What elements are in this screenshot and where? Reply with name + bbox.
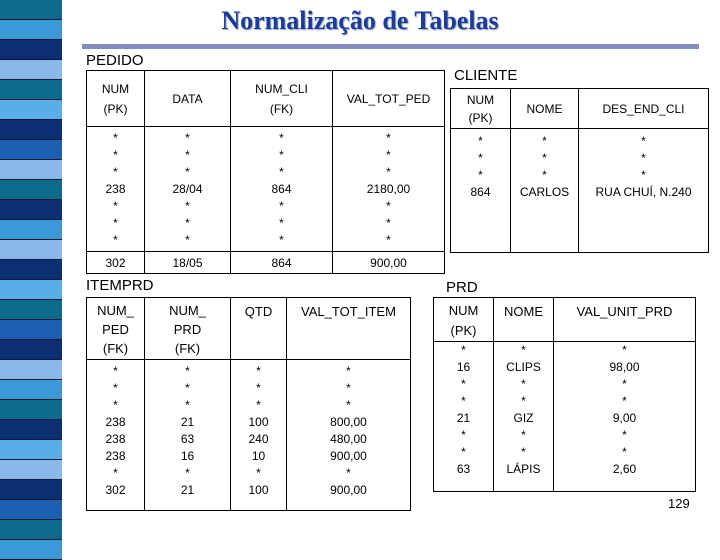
prd-col-val-unit-prd: * 98,00 * * 9,00 * * 2,60: [554, 342, 696, 492]
decorative-stripe: [0, 0, 62, 540]
stripe-segment: [0, 180, 62, 200]
itemprd-header-val-tot-item: VAL_TOT_ITEM: [287, 298, 411, 360]
cliente-col-des-end-cli: * * * RUA CHUÍ, N.240: [579, 129, 709, 253]
stripe-segment: [0, 440, 62, 460]
pedido-col-data: * * * 28/04 * * *: [145, 127, 231, 252]
pedido-last-num: 302: [87, 252, 145, 274]
stripe-segment: [0, 380, 62, 400]
prd-col-num: * 16 * * 21 * * 63: [434, 342, 494, 492]
pedido-col-num: * * * 238 * * *: [87, 127, 145, 252]
page-number: 129: [668, 496, 690, 511]
pedido-header-val-tot-ped: VAL_TOT_PED: [333, 71, 445, 127]
prd-header-num: NUM (PK): [434, 298, 494, 342]
cliente-table: [450, 88, 709, 253]
stripe-segment: [0, 220, 62, 240]
itemprd-table: [86, 297, 411, 511]
itemprd-col-num-ped: * * * 238 238 238 * 302: [87, 360, 145, 511]
stripe-segment: [0, 320, 62, 340]
prd-label: PRD: [446, 279, 478, 296]
prd-header-nome: NOME: [494, 298, 554, 342]
itemprd-header-num-ped: NUM_ PED (FK): [87, 298, 145, 360]
title-underline: [82, 44, 699, 49]
page-title: Normalização de Tabelas: [221, 6, 499, 35]
itemprd-header-qtd: QTD: [231, 298, 287, 360]
stripe-segment: [0, 200, 62, 220]
stripe-segment: [0, 340, 62, 360]
prd-header-val-unit-prd: VAL_UNIT_PRD: [554, 298, 696, 342]
itemprd-label: ITEMPRD: [86, 277, 154, 294]
stripe-segment: [0, 420, 62, 440]
pedido-last-num-cli: 864: [231, 252, 333, 274]
pedido-header-num-cli: NUM_CLI (FK): [231, 71, 333, 127]
stripe-segment: [0, 100, 62, 120]
stripe-segment: [0, 300, 62, 320]
cliente-header-nome: NOME: [511, 89, 579, 129]
stripe-segment: [0, 160, 62, 180]
pedido-label: PEDIDO: [86, 52, 144, 69]
stripe-segment: [0, 360, 62, 380]
itemprd-header-num-prd: NUM_ PRD (FK): [145, 298, 231, 360]
stripe-segment: [0, 40, 62, 60]
pedido-last-data: 18/05: [145, 252, 231, 274]
pedido-header-data: DATA: [145, 71, 231, 127]
itemprd-col-num-prd: * * * 21 63 16 * 21: [145, 360, 231, 511]
itemprd-col-qtd: * * * 100 240 10 * 100: [231, 360, 287, 511]
pedido-col-val-tot-ped: * * * 2180,00 * * *: [333, 127, 445, 252]
cliente-col-nome: * * * CARLOS: [511, 129, 579, 253]
stripe-segment: [0, 500, 62, 520]
cliente-col-num: * * * 864: [451, 129, 511, 253]
stripe-segment: [0, 260, 62, 280]
pedido-last-val: 900,00: [333, 252, 445, 274]
prd-table: [433, 297, 696, 492]
itemprd-col-val-tot-item: * * * 800,00 480,00 900,00 * 900,00: [287, 360, 411, 511]
prd-col-nome: * CLIPS * * GIZ * * LÁPIS: [494, 342, 554, 492]
pedido-table: [86, 70, 445, 274]
stripe-segment: [0, 480, 62, 500]
stripe-segment: [0, 540, 62, 560]
stripe-segment: [0, 400, 62, 420]
stripe-segment: [0, 60, 62, 80]
stripe-segment: [0, 140, 62, 160]
cliente-header-des-end-cli: DES_END_CLI: [579, 89, 709, 129]
stripe-segment: [0, 520, 62, 540]
stripe-segment: [0, 460, 62, 480]
stripe-segment: [0, 120, 62, 140]
pedido-header-num: NUM (PK): [87, 71, 145, 127]
cliente-header-num: NUM (PK): [451, 89, 511, 129]
stripe-segment: [0, 80, 62, 100]
cliente-label: CLIENTE: [454, 67, 518, 84]
pedido-col-num-cli: * * * 864 * * *: [231, 127, 333, 252]
stripe-segment: [0, 280, 62, 300]
stripe-segment: [0, 240, 62, 260]
